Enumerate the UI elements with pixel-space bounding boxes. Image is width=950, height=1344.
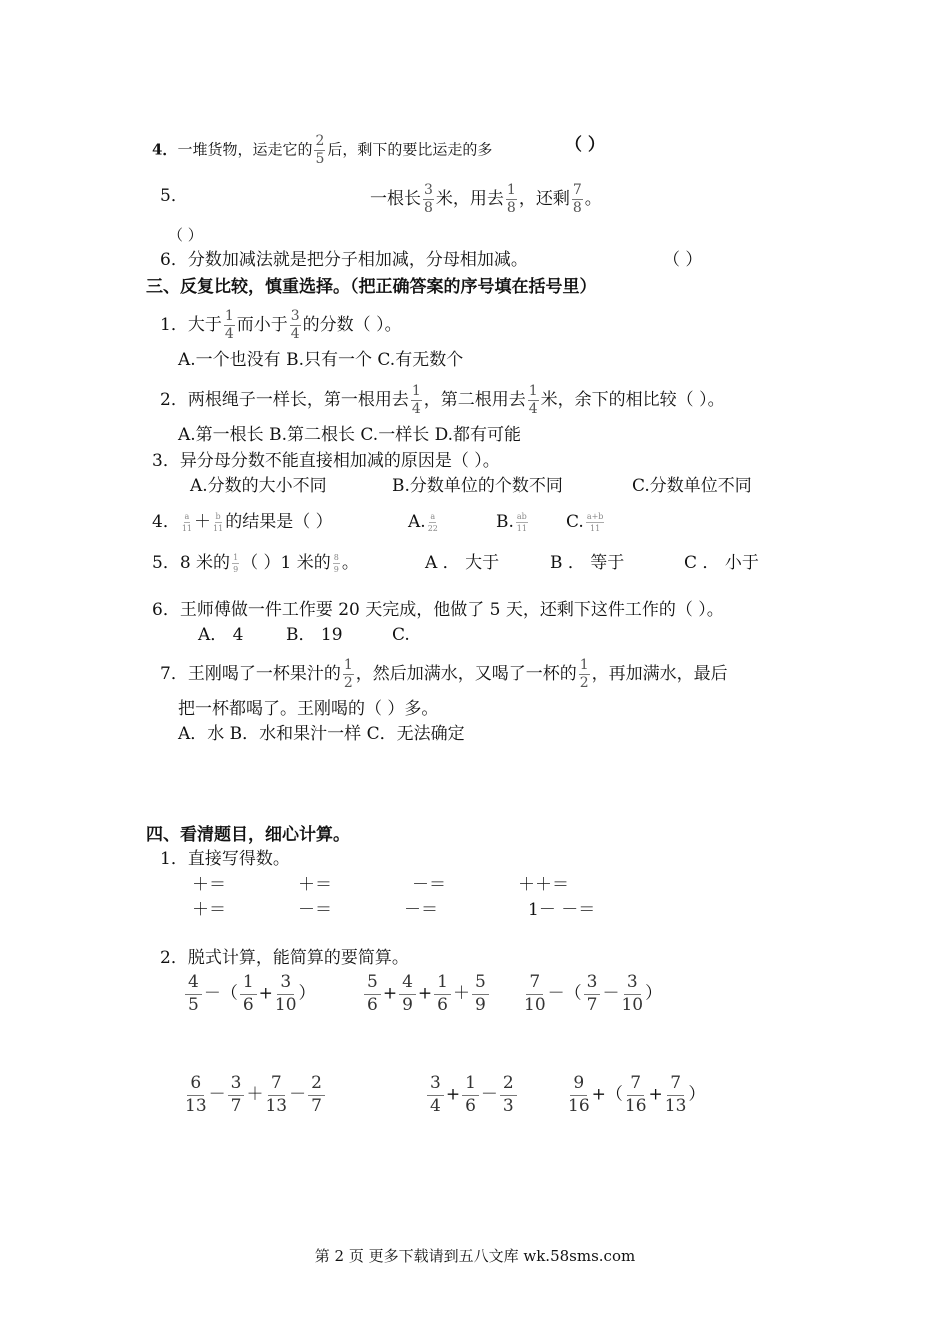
expression: $\frac{4}{5}$ －（ $\frac{1}{6}$ + $\frac{3}{10}$ ） bbox=[183, 973, 316, 1015]
option-c: C ． 小于 bbox=[684, 553, 759, 573]
question-number: 4． bbox=[152, 140, 178, 159]
expression: $\frac{5}{6}$ + $\frac{4}{9}$ + $\frac{1}{6}$ ＋ $\frac{5}{9}$ bbox=[362, 973, 491, 1015]
fraction: $\frac{1}{8}$ bbox=[506, 182, 516, 216]
page-footer: 第 2 页 更多下载请到五八文库 wk.58sms.com bbox=[314, 1247, 636, 1265]
option-a: A.分数的大小不同 bbox=[190, 476, 327, 496]
fraction: $\frac{7}{13}$ bbox=[265, 1073, 288, 1116]
section-title: 四、看清题目，细心计算。 bbox=[146, 825, 350, 845]
expression: $\frac{9}{16}$ +（ $\frac{7}{16}$ + $\frac{7}{13}$ ） bbox=[568, 1073, 706, 1116]
calc-item: 1－ －＝ bbox=[528, 900, 596, 920]
fraction: $\frac{a+b}{11}$ bbox=[586, 512, 604, 533]
fraction: $\frac{3}{4}$ bbox=[290, 308, 300, 342]
choice-q7: 7．王刚喝了一杯果汁的 $\frac{1}{2}$ ，然后加满水，又喝了一杯的 $\frac{1}{2}$ ，再加满水，最后 bbox=[160, 657, 728, 691]
fraction: $\frac{ab}{11}$ bbox=[516, 512, 527, 533]
fraction: $\frac{7}{13}$ bbox=[664, 1073, 687, 1116]
section-title: 三、反复比较，慎重选择。（把正确答案的序号填在括号里） bbox=[146, 277, 597, 297]
fraction: $\frac{9}{16}$ bbox=[568, 1073, 590, 1116]
fraction: $\frac{1}{6}$ bbox=[434, 973, 451, 1015]
fraction: $\frac{4}{5}$ bbox=[185, 973, 202, 1015]
expression: $\frac{3}{4}$ + $\frac{1}{6}$ － $\frac{2}{3}$ bbox=[425, 1074, 519, 1116]
fraction: $\frac{3}{10}$ bbox=[274, 972, 297, 1015]
calc-q2-label: 2．脱式计算，能简算的要简算。 bbox=[160, 948, 409, 968]
judge-q4 bbox=[152, 134, 492, 167]
fraction: $\frac{8}{9}$ bbox=[333, 553, 339, 574]
fraction: $\frac{3}{10}$ bbox=[621, 972, 644, 1015]
calc-item: －＝ bbox=[412, 875, 446, 895]
question-text: 把一杯都喝了。王刚喝的（ ）多。 bbox=[178, 699, 439, 719]
option-b: B.分数单位的个数不同 bbox=[392, 476, 563, 496]
fraction: $\frac{1}{6}$ bbox=[240, 973, 257, 1015]
fraction: $\frac{3}{7}$ bbox=[228, 1074, 245, 1116]
fraction: $\frac{b}{11}$ bbox=[213, 512, 224, 533]
fraction: $\frac{4}{9}$ bbox=[399, 973, 416, 1015]
choice-q6: 6．王师傅做一件工作要 20 天完成，他做了 5 天，还剩下这件工作的（ ）。 bbox=[152, 600, 724, 620]
question-text: 后，剩下的要比运走的多 bbox=[327, 140, 493, 159]
option-b: B. $\frac{ab}{11}$ bbox=[496, 512, 527, 533]
calc-item: －＝ bbox=[404, 900, 438, 920]
fraction: $\frac{1}{4}$ bbox=[411, 383, 421, 417]
answer-parenthesis: （ ） bbox=[168, 226, 203, 244]
calc-item: ＋＝ bbox=[298, 875, 332, 895]
fraction: $\frac{3}{7}$ bbox=[584, 973, 601, 1015]
choice-q2: 2．两根绳子一样长，第一根用去 $\frac{1}{4}$ ，第二根用去 $\frac{1}{4}$ 米，余下的相比较（ ）。 bbox=[160, 383, 725, 417]
option-b: B ． 等于 bbox=[550, 553, 625, 573]
fraction: $\frac{1}{9}$ bbox=[233, 553, 239, 574]
fraction: $\frac{5}{9}$ bbox=[472, 973, 489, 1015]
fraction: $\frac{5}{6}$ bbox=[364, 973, 381, 1015]
question-text: 一堆货物，运走它的 bbox=[177, 140, 313, 159]
option-b: B． 19 bbox=[286, 625, 343, 645]
fraction: $\frac{1}{6}$ bbox=[462, 1074, 479, 1116]
fraction: $\frac{2}{5}$ bbox=[315, 133, 325, 167]
calc-item: －＝ bbox=[298, 900, 332, 920]
judge-q6: 6．分数加减法就是把分子相加减，分母相加减。 bbox=[160, 250, 528, 270]
calc-item: ＋＝ bbox=[192, 900, 226, 920]
option-c: C. $\frac{a+b}{11}$ bbox=[566, 512, 604, 533]
choice-q3: 3．异分母分数不能直接相加减的原因是（ ）。 bbox=[152, 451, 500, 471]
fraction: $\frac{7}{10}$ bbox=[524, 972, 546, 1015]
answer-parenthesis: （ ） bbox=[663, 250, 703, 270]
choice-q1: 1．大于 $\frac{1}{4}$ 而小于 $\frac{3}{4}$ 的分数（ ）。 bbox=[160, 308, 402, 342]
fraction: $\frac{7}{8}$ bbox=[572, 182, 582, 216]
fraction: $\frac{1}{2}$ bbox=[579, 657, 589, 691]
fraction: $\frac{2}{7}$ bbox=[308, 1074, 325, 1116]
calc-item: ＋＝ bbox=[192, 875, 226, 895]
fraction: $\frac{a}{11}$ bbox=[181, 512, 193, 533]
judge-q5: 一根长 $\frac{3}{8}$ 米，用去 $\frac{1}{8}$ ，还剩 $\frac{7}{8}$ 。 bbox=[370, 182, 602, 216]
fraction: $\frac{6}{13}$ bbox=[185, 1073, 207, 1116]
choice-q5: 5．8 米的 $\frac{1}{9}$ （ ）1 米的 $\frac{8}{9}$ 。 bbox=[152, 553, 359, 574]
fraction: $\frac{7}{16}$ bbox=[624, 1073, 647, 1116]
options: A．水 B．水和果汁一样 C．无法确定 bbox=[178, 724, 465, 744]
option-a: A ． 大于 bbox=[425, 553, 500, 573]
option-c: C.分数单位不同 bbox=[632, 476, 752, 496]
expression: $\frac{6}{13}$ － $\frac{3}{7}$ ＋ $\frac{7}{13}$ － $\frac{2}{7}$ bbox=[183, 1074, 327, 1116]
fraction: $\frac{3}{4}$ bbox=[427, 1074, 444, 1116]
option-c: C. bbox=[392, 625, 410, 645]
answer-parenthesis: （ ） bbox=[565, 135, 605, 155]
calc-q1-label: 1．直接写得数。 bbox=[160, 849, 290, 869]
choice-q4: 4． $\frac{a}{11}$ ＋ $\frac{b}{11}$ 的结果是（ ） bbox=[152, 512, 333, 533]
expression: $\frac{7}{10}$ －（ $\frac{3}{7}$ － $\frac{3}{10}$ ） bbox=[524, 972, 663, 1015]
fraction: $\frac{a}{22}$ bbox=[427, 512, 438, 533]
fraction: $\frac{1}{4}$ bbox=[528, 383, 538, 417]
calc-item: ＋＋＝ bbox=[518, 875, 569, 895]
options: A.一个也没有 B.只有一个 C.有无数个 bbox=[178, 350, 464, 370]
fraction: $\frac{3}{8}$ bbox=[424, 182, 433, 216]
fraction: $\frac{2}{3}$ bbox=[500, 1074, 517, 1116]
option-a: A. $\frac{a}{22}$ bbox=[408, 512, 438, 533]
option-a: A． 4 bbox=[198, 625, 244, 645]
question-number: 5． bbox=[160, 186, 188, 206]
options: A.第一根长 B.第二根长 C.一样长 D.都有可能 bbox=[178, 425, 522, 445]
fraction: $\frac{1}{2}$ bbox=[343, 657, 353, 691]
fraction: $\frac{1}{4}$ bbox=[224, 308, 234, 342]
